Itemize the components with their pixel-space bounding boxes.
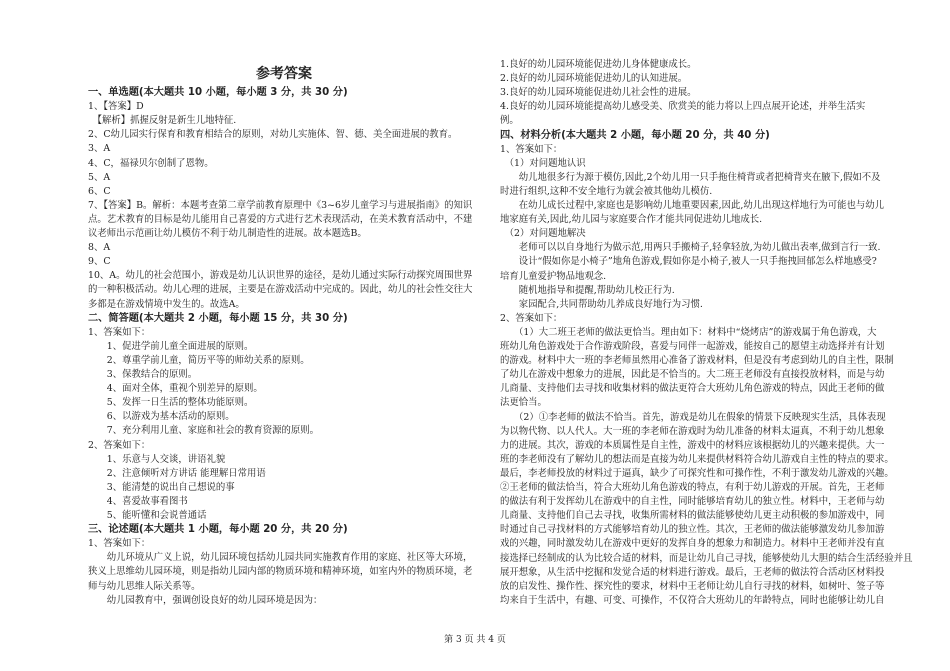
- left-text-line: 4、C，福禄贝尔创制了恩物。: [88, 157, 214, 169]
- left-text-line: 7、充分利用儿童、家庭和社会的教育资源的原则。: [88, 425, 319, 437]
- right-text-line: 儿商量、支持他们自己去寻找，收集所需材料的做法能够使幼儿更主动积极的参加游戏中，同: [500, 510, 885, 522]
- right-text-line: 力的进展。其次，游戏的本质属性是自主性，游戏中的材料应该根据幼儿的兴趣来提供。大一: [500, 439, 885, 451]
- section-heading: 四、材料分析(本大题共 2 小题，每小题 20 分，共 40 分): [500, 129, 770, 141]
- left-text-line: 议老师出示范画让幼儿模仿不利于幼儿制造性的进展。故本题选B。: [88, 228, 367, 239]
- right-text-line: 培育儿童爱护物品地观念.: [500, 270, 607, 282]
- right-text-line: ②王老师的做法恰当，符合大班幼儿角色游戏的特点，有利于幼儿游戏的开展。首先，王老师: [500, 482, 885, 493]
- right-text-line: 时进行组织,这种不安全地行为就会被其他幼儿模仿.: [500, 185, 713, 197]
- right-text-line: 老师可以以自身地行为做示范,用两只手搬椅子,轻拿轻放,为幼儿做出表率,做到言行一致.: [500, 242, 881, 254]
- left-text-line: 1、答案如下：: [88, 538, 151, 550]
- right-text-line: 1.良好的幼儿园环境能促进幼儿身体健康成长。: [500, 59, 697, 70]
- right-text-line: 1、答案如下：: [500, 143, 563, 155]
- left-text-line: 2、尊重学前儿童，简历平等的师幼关系的原则。: [88, 354, 310, 366]
- left-text-line: 幼儿园教育中，强调创设良好的幼儿园环境是因为：: [88, 594, 323, 606]
- right-text-line: 地家庭有关,因此,幼儿园与家庭要合作才能共同促进幼儿地成长.: [500, 214, 763, 226]
- left-text-line: 点。艺术教育的目标是幼儿能用自己喜爱的方式进行艺术表现活动，在美术教育活动中，不建: [88, 213, 473, 225]
- right-text-line: 儿商量、支持他们去寻找和收集材料的做法更符合大班幼儿角色游戏的特点，因此王老师的做: [500, 383, 885, 395]
- right-text-line: （2）①李老师的做法不恰当。首先，游戏是幼儿在假象的情景下反映现实生活，具体表现: [500, 411, 886, 423]
- left-text-line: 7、【答案】B。解析：本题考查第二章学前教育原理中《3~6岁儿童学习与进展指南》的知识: [88, 199, 473, 211]
- right-text-line: 设计“假如你是小椅子”地角色游戏,假如你是小椅子,被人一只手拖拽回郁怎么样地感受?: [500, 256, 877, 268]
- left-text-line: 6、C: [88, 185, 111, 197]
- left-text-line: 5、能听懂和会说普通话: [88, 510, 207, 521]
- right-text-line: 均来自于生活中，有趣、可变、可操作，不仅符合大班幼儿的年龄特点，同时也能够让幼儿自: [500, 594, 885, 606]
- left-text-line: 1、促进学前儿童全面进展的原则。: [88, 340, 254, 352]
- right-text-line: 戏的兴趣，同时激发幼儿在游戏中更好的发挥自身的想象力和制造力。材料中王老师并没有直: [500, 538, 885, 550]
- right-text-line: 2、答案如下：: [500, 312, 563, 324]
- left-text-line: 2、注意倾听对方讲话 能理解日常用语: [88, 467, 266, 479]
- right-text-line: （1）对问题地认识: [500, 157, 586, 169]
- right-text-line: 家园配合,共同帮助幼儿养成良好地行为习惯.: [500, 298, 703, 310]
- section-heading: 一、单选题(本大题共 10 小题，每小题 3 分，共 30 分): [88, 87, 348, 98]
- right-text-line: 班幼儿角色游戏处于合作游戏阶段，喜爱与同伴一起游戏，能按自己的愿望主动选择并有计划: [500, 341, 885, 352]
- left-text-line: 1、答案如下：: [88, 326, 151, 338]
- right-text-line: 4.良好的幼儿园环境能提高幼儿感受美、欣赏美的能力将以上四点展开论述，并举生活实: [500, 101, 866, 113]
- left-text-line: 师与幼儿思维人际关系等。: [88, 580, 201, 592]
- right-text-line: 2.良好的幼儿园环境能促进幼儿的认知进展。: [500, 73, 688, 85]
- right-text-line: 为以物代物、以人代人。大一班的李老师在游戏时为幼儿准备的材料太逼真，不利于幼儿想象: [500, 425, 885, 437]
- right-text-line: 3.良好的幼儿园环境能促进幼儿社会性的进展。: [500, 87, 697, 99]
- left-text-line: 1、乐意与人交谈，讲语礼貌: [88, 453, 226, 465]
- right-text-line: 班的李老师没有了解幼儿的想法而是直接为幼儿来提供材料符合幼儿游戏自主性的特点的要求。: [500, 453, 894, 465]
- right-text-line: 展开想象，从生活中挖掘和发觉合适的材料进行游戏。最后，王老师的做法符合活动区材料投: [500, 566, 885, 578]
- right-text-line: 幼儿地很多行为源于模仿,因此,2个幼儿用一只手拖住椅背或者把椅背夹在腋下,假如不及: [500, 171, 881, 183]
- right-text-line: 最后，李老师投放的材料过于逼真，缺少了可探究性和可操作性，不利于激发幼儿游戏的兴趣。: [500, 467, 894, 479]
- left-text-line: 10、A。幼儿的社会范围小，游戏是幼儿认识世界的途径，是幼儿通过实际行动探究周围世界: [88, 270, 473, 282]
- left-text-line: 3、保教结合的原则。: [88, 369, 198, 380]
- left-text-line: 5、A: [88, 171, 111, 183]
- left-text-line: 3、能清楚的说出自己想说的事: [88, 481, 235, 493]
- left-text-line: 3、A: [88, 143, 111, 155]
- right-text-line: 了幼儿在游戏中想象力的进展，因此是不恰当的。大二班王老师没有直接投放材料，而是与幼: [500, 369, 885, 381]
- right-text-line: 随机地指导和提醒,帮助幼儿校正行为.: [500, 284, 675, 296]
- right-text-line: 接选择已经制成的认为比较合适的材料，而是让幼儿自己寻找，能够使幼儿大胆的结合生活经验并且: [500, 552, 913, 564]
- right-text-line: （2）对问题地解决: [500, 228, 586, 240]
- left-text-line: 4、喜爱故事看图书: [88, 495, 188, 507]
- left-text-line: 6、以游戏为基本活动的原则。: [88, 411, 235, 423]
- left-text-line: 幼儿环境从广义上说，幼儿园环境包括幼儿园共同实施教育作用的家庭、社区等大环境，: [88, 552, 473, 564]
- section-heading: 二、简答题(本大题共 2 小题，每小题 15 分，共 30 分): [88, 312, 348, 324]
- right-text-line: 的做法有利于发挥幼儿在游戏中的自主性，同时能够培育幼儿的独立性。材料中，王老师与幼: [500, 496, 885, 508]
- right-text-line: 的游戏。材料中大一班的李老师虽然用心准备了游戏材料，但是没有考虑到幼儿的自主性，限制: [500, 355, 894, 367]
- section-heading: 三、论述题(本大题共 1 小题，每小题 20 分，共 20 分): [88, 524, 348, 536]
- right-text-line: 在幼儿成长过程中,家庭也是影响幼儿地重要因素,因此,幼儿出现这样地行为可能也与幼儿: [500, 200, 884, 211]
- left-text-line: 狭义上思维幼儿园环境，则是指幼儿园内部的物质环境和精神环境，如室内外的物质环境，老: [88, 566, 473, 578]
- left-text-line: 【解析】抓握反射是新生儿地特征.: [88, 115, 237, 127]
- right-text-line: 例。: [500, 115, 519, 127]
- left-text-line: 4、面对全体，重视个别差异的原则。: [88, 383, 263, 395]
- right-text-line: 法更恰当。: [500, 397, 547, 409]
- left-text-line: 的一种积极活动。幼儿心理的进展，主要是在游戏活动中完成的。因此，幼儿的社会性交往大: [88, 284, 473, 296]
- left-text-line: 2、答案如下：: [88, 439, 151, 451]
- left-text-line: 5、发挥一日生活的整体功能原则。: [88, 397, 254, 409]
- page-footer: 第 3 页 共 4 页: [444, 635, 506, 645]
- left-text-line: 9、C: [88, 256, 111, 268]
- right-text-line: 时通过自己寻找材料的方式能够培育幼儿的独立性。其次，王老师的做法能够激发幼儿参加游: [500, 524, 885, 536]
- left-text-line: 8、A: [88, 242, 111, 254]
- left-text-line: 1、【答案】D: [88, 101, 144, 113]
- page-title: 参考答案: [256, 66, 312, 82]
- right-text-line: 放的启发性、操作性、探究性的要求，材料中王老师让幼儿自行寻找的材料，如树叶、签子等: [500, 580, 885, 592]
- left-text-line: 多都是在游戏情境中发生的。故选A。: [88, 298, 245, 310]
- left-text-line: 2、C幼儿园实行保育和教育相结合的原则，对幼儿实施体、智、德、美全面进展的教育。: [88, 129, 458, 141]
- right-text-line: （1）大二班王老师的做法更恰当。理由如下：材料中“烧烤店”的游戏属于角色游戏，大: [500, 326, 877, 338]
